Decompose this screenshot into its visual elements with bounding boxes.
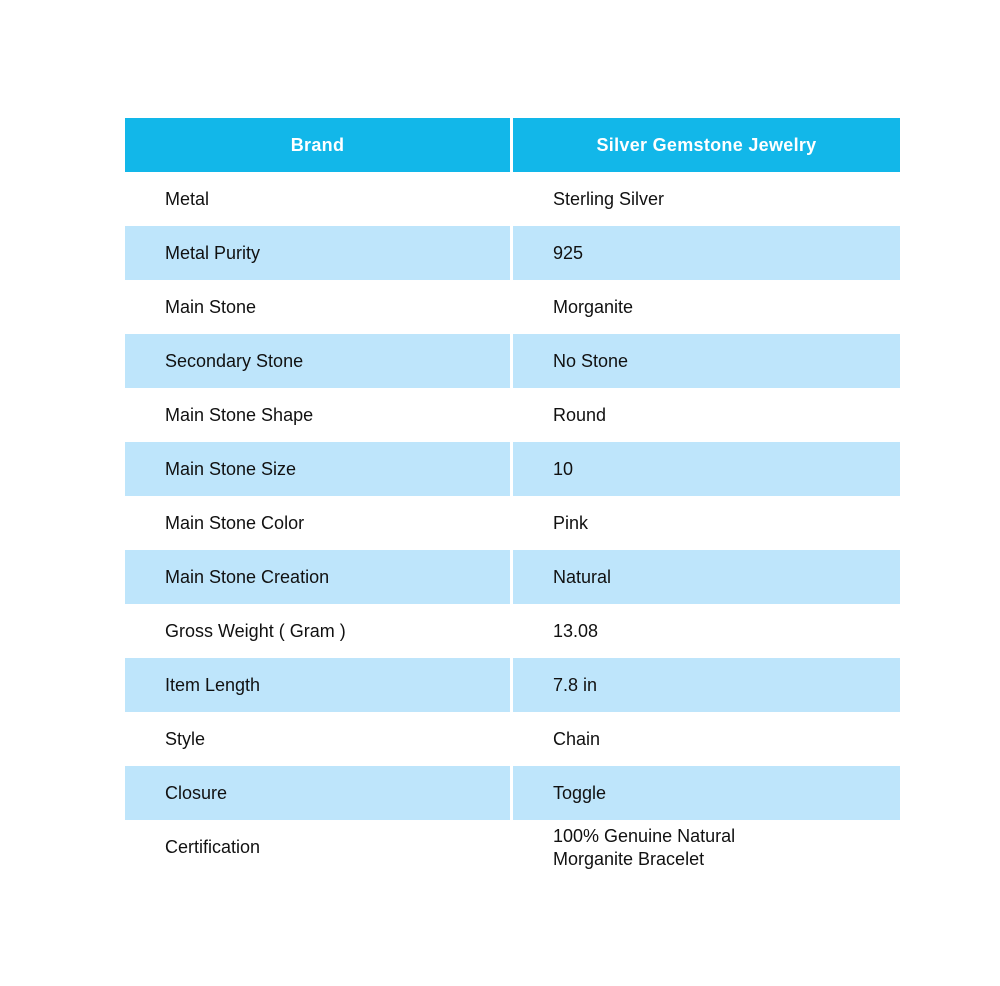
- spec-value: Chain: [553, 728, 601, 749]
- table-row: [125, 604, 900, 658]
- spec-label-cell: [125, 825, 513, 870]
- spec-value: Sterling Silver: [553, 188, 665, 209]
- spec-value-cell: [513, 712, 900, 766]
- table-header-row: [125, 118, 900, 172]
- spec-label-cell: [125, 226, 513, 280]
- table-row: [125, 334, 900, 388]
- spec-label-cell: [125, 334, 513, 388]
- spec-value-cell: [513, 280, 900, 334]
- spec-label: Certification: [165, 837, 261, 857]
- spec-label-cell: [125, 172, 513, 226]
- header-cell-product-name: [513, 118, 900, 172]
- spec-label: Style: [165, 728, 206, 749]
- header-brand-label: Brand: [290, 134, 345, 155]
- spec-value: Round: [553, 404, 607, 425]
- spec-label: Main Stone Shape: [165, 404, 314, 425]
- spec-value: 7.8 in: [553, 674, 598, 695]
- spec-value: 13.08: [553, 620, 599, 641]
- table-row: [125, 820, 900, 875]
- spec-value-cell: [513, 226, 900, 280]
- spec-value-cell: [513, 550, 900, 604]
- spec-table-body: [125, 172, 900, 875]
- table-row: [125, 658, 900, 712]
- table-row: [125, 388, 900, 442]
- spec-label: Main Stone: [165, 296, 257, 317]
- table-row: [125, 766, 900, 820]
- spec-value-cell: [513, 442, 900, 496]
- spec-value: Pink: [553, 512, 589, 533]
- spec-value-cell: [513, 388, 900, 442]
- spec-value: 10: [553, 458, 574, 479]
- spec-label-cell: [125, 766, 513, 820]
- table-row: [125, 442, 900, 496]
- spec-value-cell: [513, 658, 900, 712]
- spec-value: Natural: [553, 566, 612, 587]
- spec-value-cell: [513, 825, 900, 870]
- spec-label-cell: [125, 496, 513, 550]
- spec-label: Metal: [165, 188, 210, 209]
- spec-value-cell: [513, 766, 900, 820]
- spec-label: Main Stone Size: [165, 458, 297, 479]
- spec-label: Gross Weight ( Gram ): [165, 620, 346, 641]
- spec-value-cell: [513, 496, 900, 550]
- spec-label-cell: [125, 658, 513, 712]
- spec-label: Closure: [165, 782, 228, 803]
- spec-label: Main Stone Color: [165, 512, 305, 533]
- header-product-name-label: Silver Gemstone Jewelry: [596, 134, 817, 155]
- spec-label-cell: [125, 388, 513, 442]
- table-row: [125, 496, 900, 550]
- spec-label: Secondary Stone: [165, 350, 304, 371]
- spec-value: 925: [553, 242, 584, 263]
- table-row: [125, 712, 900, 766]
- spec-value-cell: [513, 604, 900, 658]
- spec-label: Item Length: [165, 674, 261, 695]
- spec-value: No Stone: [553, 350, 629, 371]
- spec-value-cell: [513, 172, 900, 226]
- spec-value: 100% Genuine Natural Morganite Bracelet: [553, 826, 736, 869]
- table-row: [125, 280, 900, 334]
- table-row: [125, 172, 900, 226]
- spec-value-cell: [513, 334, 900, 388]
- spec-label-cell: [125, 712, 513, 766]
- table-row: [125, 226, 900, 280]
- spec-label-cell: [125, 550, 513, 604]
- spec-label-cell: [125, 604, 513, 658]
- spec-label-cell: [125, 280, 513, 334]
- spec-value: Toggle: [553, 782, 607, 803]
- spec-value: Morganite: [553, 296, 634, 317]
- product-spec-table: [125, 118, 900, 875]
- header-cell-brand: [125, 118, 513, 172]
- spec-label: Metal Purity: [165, 242, 261, 263]
- spec-label-cell: [125, 442, 513, 496]
- spec-label: Main Stone Creation: [165, 566, 330, 587]
- table-row: [125, 550, 900, 604]
